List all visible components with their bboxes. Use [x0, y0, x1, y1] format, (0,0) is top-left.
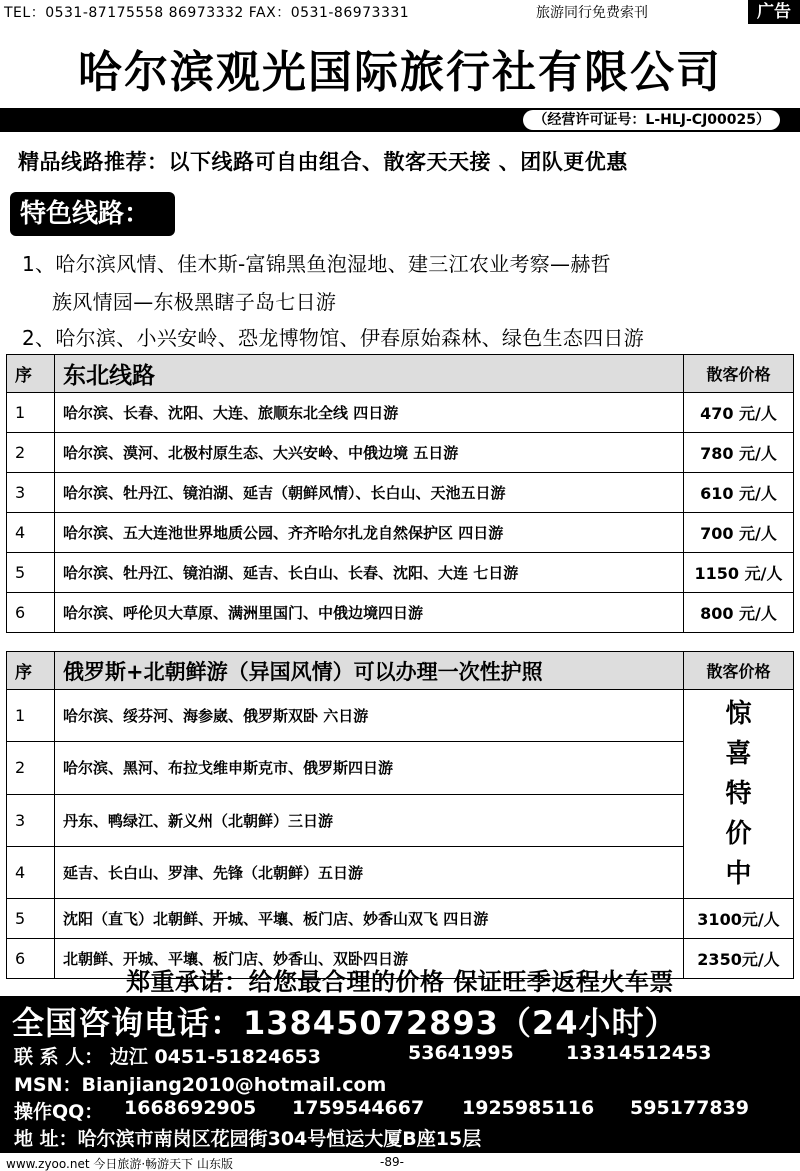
recommend-heading: 精品线路推荐：以下线路可自由组合、散客天天接 、团队更优惠: [18, 150, 628, 174]
row-price: 700 元/人: [684, 513, 794, 553]
table-row: [7, 742, 794, 794]
footer-site: www.zyoo.net 今日旅游·畅游天下 山东版: [6, 1157, 233, 1171]
row-route: 丹东、鸭绿江、新义州（北朝鲜）三日游: [55, 794, 684, 846]
qq-line: [14, 1097, 749, 1124]
row-route: 哈尔滨、五大连池世界地质公园、齐齐哈尔扎龙自然保护区 四日游: [55, 513, 684, 553]
feature-line-1-cont: 族风情园—东极黑瞎子岛七日游: [52, 290, 337, 314]
special-char: 价: [725, 819, 752, 849]
row-num: 3: [7, 473, 55, 513]
special-char: 中: [725, 859, 752, 889]
row-price: 1150 元/人: [684, 553, 794, 593]
qq-number: 1925985116: [462, 1097, 595, 1119]
license-number: （经营许可证号：L-HLJ-CJ00025）: [523, 110, 780, 130]
feature-tag: 特色线路：: [10, 192, 175, 236]
row-price: 610 元/人: [684, 473, 794, 513]
foreign-routes-table: [6, 651, 794, 979]
row-price: 3100元/人: [684, 899, 794, 939]
northeast-routes-table: [6, 354, 794, 633]
qq-label: 操作QQ：: [14, 1101, 104, 1123]
row-route: 哈尔滨、呼伦贝大草原、满洲里国门、中俄边境四日游: [55, 593, 684, 633]
row-num: 4: [7, 513, 55, 553]
row-route: 北朝鲜、开城、平壤、板门店、妙香山、双卧四日游: [55, 939, 684, 979]
row-price: 780 元/人: [684, 433, 794, 473]
table-row: [7, 593, 794, 633]
address-line: 地 址：哈尔滨市南岗区花园街304号恒运大厦B座15层: [14, 1128, 482, 1150]
company-name: 哈尔滨观光国际旅行社有限公司: [78, 47, 722, 98]
row-num: 5: [7, 553, 55, 593]
row-num: 2: [7, 742, 55, 794]
table-row: [7, 473, 794, 513]
table-row: [7, 513, 794, 553]
qq-number: 1668692905: [124, 1097, 257, 1119]
table-row: [7, 690, 794, 742]
row-num: 1: [7, 393, 55, 433]
row-price: 2350元/人: [684, 939, 794, 979]
table-row: [7, 553, 794, 593]
top-bar: [0, 0, 800, 24]
feature-line-1: 1、哈尔滨风情、佳木斯-富锦黑鱼泡湿地、建三江农业考察—赫哲: [22, 252, 611, 276]
table-row: [7, 794, 794, 846]
table-title: 东北线路: [55, 355, 684, 393]
special-char: 特: [725, 779, 752, 809]
row-num: 5: [7, 899, 55, 939]
contact-person: 联 系 人： 边江 0451-51824653: [14, 1046, 321, 1068]
ad-label: 广告: [748, 0, 800, 24]
promise-slogan: 郑重承诺：给您最合理的价格 保证旺季返程火车票: [126, 968, 674, 996]
special-price-badge: [684, 690, 794, 899]
col-price: 散客价格: [684, 355, 794, 393]
special-char: 惊: [725, 699, 752, 729]
row-price: 800 元/人: [684, 593, 794, 633]
col-num: 序: [7, 355, 55, 393]
row-route: 哈尔滨、牡丹江、镜泊湖、延吉（朝鲜风情）、长白山、天池五日游: [55, 473, 684, 513]
table-header: [7, 355, 794, 393]
row-num: 6: [7, 593, 55, 633]
row-num: 6: [7, 939, 55, 979]
row-route: 哈尔滨、绥芬河、海参崴、俄罗斯双卧 六日游: [55, 690, 684, 742]
footer: [0, 1154, 800, 1171]
row-num: 1: [7, 690, 55, 742]
row-route: 哈尔滨、长春、沈阳、大连、旅顺东北全线 四日游: [55, 393, 684, 433]
feature-line-2: 2、哈尔滨、小兴安岭、恐龙博物馆、伊春原始森林、绿色生态四日游: [22, 326, 645, 350]
table-row: [7, 846, 794, 898]
hotline: 全国咨询电话：13845072893（24小时）: [12, 1004, 678, 1042]
contact-phone-3: 13314512453: [566, 1042, 712, 1064]
contact-phone-2: 53641995: [408, 1042, 514, 1064]
col-num: 序: [7, 652, 55, 690]
row-num: 4: [7, 846, 55, 898]
row-route: 延吉、长白山、罗津、先锋（北朝鲜）五日游: [55, 846, 684, 898]
index-note: 旅游同行免费索刊: [536, 5, 648, 21]
col-price: 散客价格: [684, 652, 794, 690]
row-price: 470 元/人: [684, 393, 794, 433]
table-row: [7, 393, 794, 433]
table-row: [7, 433, 794, 473]
tel-fax: TEL：0531-87175558 86973332 FAX：0531-86973331: [4, 5, 410, 21]
qq-number: 595177839: [630, 1097, 749, 1119]
row-route: 哈尔滨、牡丹江、镜泊湖、延吉、长白山、长春、沈阳、大连 七日游: [55, 553, 684, 593]
table-row: [7, 899, 794, 939]
page-number: -89-: [380, 1155, 404, 1169]
special-char: 喜: [725, 739, 752, 769]
row-num: 3: [7, 794, 55, 846]
row-route: 哈尔滨、黑河、布拉戈维申斯克市、俄罗斯四日游: [55, 742, 684, 794]
table-title: 俄罗斯+北朝鲜游（异国风情）可以办理一次性护照: [55, 652, 684, 690]
msn-line: MSN：Bianjiang2010@hotmail.com: [14, 1074, 387, 1096]
row-route: 哈尔滨、漠河、北极村原生态、大兴安岭、中俄边境 五日游: [55, 433, 684, 473]
row-route: 沈阳（直飞）北朝鲜、开城、平壤、板门店、妙香山双飞 四日游: [55, 899, 684, 939]
table-header: [7, 652, 794, 690]
qq-number: 1759544667: [292, 1097, 425, 1119]
row-num: 2: [7, 433, 55, 473]
